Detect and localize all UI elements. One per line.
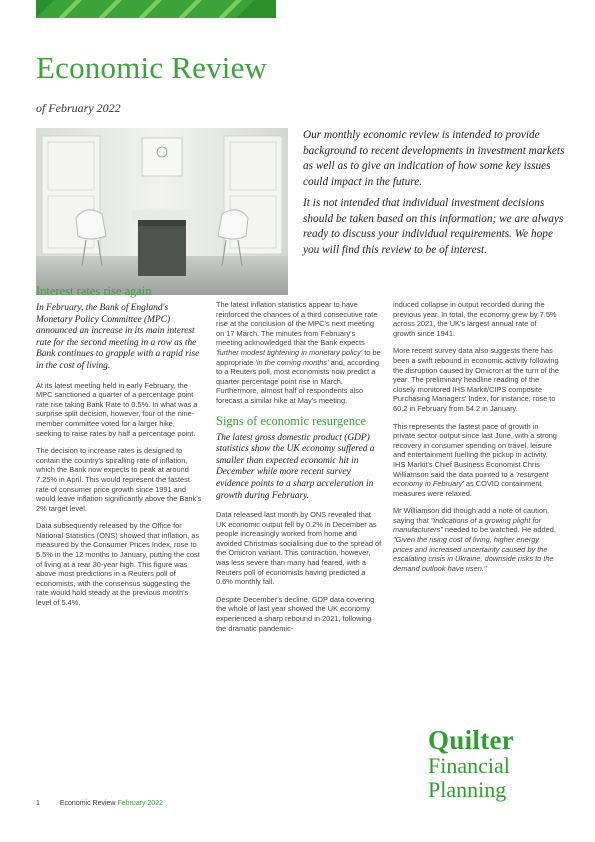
intro-paragraph: It is not intended that individual investment decisions should be taken based on this information; we are always ready to discuss your individual requirements. We hope you will find this review to be of interest. <box>303 197 564 256</box>
intro-paragraph: Our monthly economic review is intended to provide background to recent developments in investment markets as well as to give an indication of how some key issues could impact in the future. <box>303 129 565 188</box>
body-paragraph: The decision to increase rates is designed to contain the country's spiralling rate of inflation, which the Bank now expects to peak at around 7.25% in April. This would represent the fastest rate of consumer price growth since 1991 and would leave inflation significantly above the Bank's 2% target level. <box>36 446 202 513</box>
logo-line: Quilter <box>428 725 515 755</box>
logo-line: Financial <box>428 753 510 778</box>
page-footer <box>36 800 163 807</box>
page-title: Economic Review <box>36 50 268 85</box>
body-paragraph: Mr Williamson did though add a note of caution, saying that "indications of a growing plight for manufacturers" needed to be watched. He added, "Given the rising cost of living, higher energy prices and increased uncertainty caused by the escalating crisis in Ukraine, downside risks to the demand outlook have risen." <box>393 506 556 573</box>
column-2 <box>216 300 382 641</box>
footer-label: Economic Review <box>59 800 116 807</box>
logo-line: Planning <box>428 777 507 802</box>
body-paragraph: Despite December's decline, GDP data covering the whole of last year showed the UK economy experienced a sharp rebound in 2021, following the dramatic pandemic- <box>216 594 375 633</box>
body-paragraph: Data released last month by ONS revealed that UK economic output fell by 0.2% in December as people increasingly worked from home and avoided Christmas socialising due to the spread of the Omicron variant. This contraction, however, was less severe than many had feared, with a Reuters poll of economists having predicted a 0.6% monthly fall. <box>216 510 382 587</box>
column-1 <box>36 284 202 616</box>
page-number: 1 <box>36 800 40 807</box>
body-paragraph: More recent survey data also suggests there has been a swift rebound in economic activity following the disruption caused by Omicron at the turn of the year. The preliminary headline reading of the closely monitored IHS Markit/CIPS composite Purchasing Managers' Index, for instance, rose to 60.2 in February from 54.2 in January. <box>393 346 559 413</box>
section-heading: Signs of economic resurgence <box>216 413 367 428</box>
column-3 <box>393 300 559 581</box>
section-heading: Interest rates rise again <box>36 284 152 298</box>
body-paragraph: At its latest meeting held in early February, the MPC sanctioned a quarter of a percentage point rate rise taking Bank Rate to 0.5%. In what was a surprise split decision, however, four of the nine-member committee voted for a larger hike, seeking to raise rates by half a percentage point. <box>36 380 198 438</box>
page-subtitle: of February 2022 <box>36 101 121 115</box>
intro-text <box>303 128 565 264</box>
section-lead: The latest gross domestic product (GDP) statistics show the UK economy suffered a smaller than expected economic hit in December while more recent survey evidence points to a sharp acceleration in growth during February. <box>216 432 375 501</box>
section-lead: In February, the Bank of England's Monetary Policy Committee (MPC) announced an increase in its main interest rate for the second meeting in a row as the Bank continues to grapple with a rapid rise in the cost of living. <box>36 303 200 371</box>
hero-image <box>36 128 288 295</box>
body-paragraph: Data subsequently released by the Office for National Statistics (ONS) showed that inflation, as measured by the Consumer Prices Index, rose to 5.5% in the 12 months to January, putting the cost of living at a rear 30-year high. This figure was above most predictions in a Reuters poll of economists, with the consensus suggesting the rate would hold steady at the previous month's level of 5.4%. <box>36 521 200 608</box>
quilter-logo <box>428 726 514 802</box>
body-paragraph: induced collapse in output recorded during the previous year. In total, the economy grew by 7.5% across 2021, the UK's largest annual rate of growth since 1941. <box>393 300 557 338</box>
header-pattern <box>36 0 276 18</box>
footer-date: February 2022 <box>117 800 163 807</box>
body-paragraph: The latest inflation statistics appear to have reinforced the chances of a third consecutive rate rise at the conclusion of the MPC's next meeting on 17 March. The minutes from February's meeting acknowledged that the Bank expects 'further modest tightening in monetary policy' to be appropriate 'in the coming months' and, according to a Reuters poll, most economists now predict a quarter percentage point rise in March. Furthermore, almost half of respondents also forecast a similar hike at May's meeting. <box>216 300 381 405</box>
body-paragraph: This represents the fastest pace of growth in private sector output since last June, with a strong recovery in consumer spending on travel, leisure and entertainment fuelling the pickup in activity. IHS Markit's Chief Business Economist Chris Williamson said the data pointed to a 'resurgent economy in February' as COVID containment measures were relaxed. <box>393 421 557 498</box>
